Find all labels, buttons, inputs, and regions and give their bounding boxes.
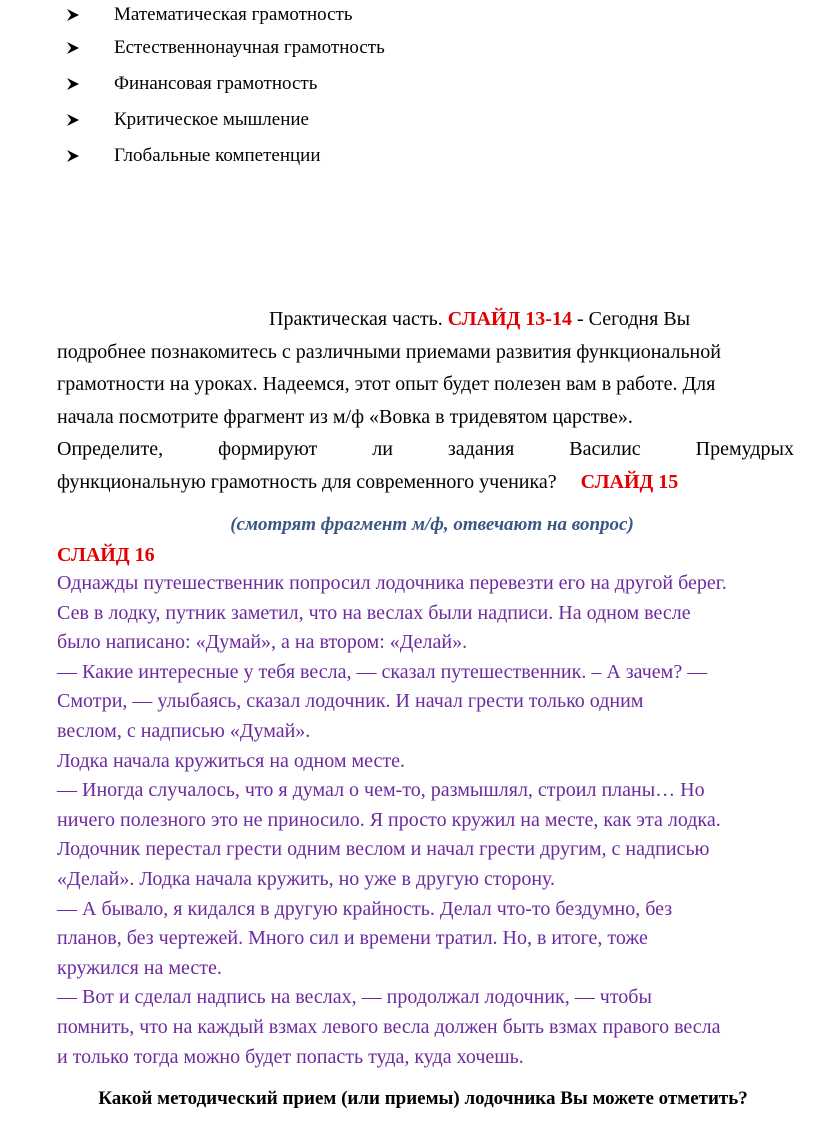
arrow-bullet-icon bbox=[66, 113, 114, 127]
parable-line: — Вот и сделал надпись на веслах, — продолжал лодочник, — чтобы bbox=[57, 986, 652, 1009]
practical-line6-text: функциональную грамотность для современного ученика? bbox=[57, 470, 557, 493]
bullet-text: Критическое мышление bbox=[114, 109, 309, 130]
arrow-bullet-icon bbox=[66, 149, 114, 163]
practical-paragraph bbox=[57, 303, 794, 498]
parable-line: веслом, с надписью «Думай». bbox=[57, 719, 311, 742]
parable-line: Однажды путешественник попросил лодочника перевезти его на другой берег. bbox=[57, 572, 727, 594]
bullet-item bbox=[66, 138, 786, 174]
bullet-item bbox=[66, 30, 786, 66]
word: формируют bbox=[218, 438, 318, 460]
arrow-bullet-icon bbox=[66, 8, 114, 22]
word: задания bbox=[447, 438, 515, 460]
bullet-item bbox=[66, 102, 786, 138]
viewing-note: (смотрят фрагмент м/ф, отвечают на вопрос) bbox=[230, 514, 634, 535]
arrow-bullet-icon bbox=[66, 41, 114, 55]
practical-line-1 bbox=[57, 303, 794, 336]
word: ли bbox=[372, 438, 393, 460]
parable-line: — Иногда случалось, что я думал о чем-то, размышлял, строил планы… Но bbox=[57, 779, 705, 802]
word: Определите, bbox=[57, 438, 164, 460]
practical-line-6 bbox=[57, 466, 794, 499]
parable-line: Сев в лодку, путник заметил, что на веслах были надписи. На одном весле bbox=[57, 601, 691, 624]
word: Премудрых bbox=[695, 438, 794, 460]
slide-13-14-label: СЛАЙД 13-14 bbox=[447, 308, 572, 330]
parable-line: помнить, что на каждый взмах левого весла должен быть взмах правого весла bbox=[57, 1015, 721, 1038]
practical-line-5 bbox=[57, 433, 794, 466]
arrow-bullet-icon bbox=[66, 77, 114, 91]
practical-lead: Практическая часть. bbox=[269, 308, 448, 330]
bullet-item bbox=[66, 0, 786, 30]
bullet-list bbox=[66, 0, 786, 174]
slide-16-label: СЛАЙД 16 bbox=[57, 544, 155, 566]
practical-line-2: подробнее познакомитесь с различными приемами развития функциональной bbox=[57, 340, 721, 363]
bullet-text: Глобальные компетенции bbox=[114, 145, 321, 166]
parable-line: и только тогда можно будет попасть туда, куда хочешь. bbox=[57, 1045, 524, 1068]
word: Василис bbox=[569, 438, 641, 460]
parable-line: Смотри, — улыбаясь, сказал лодочник. И начал грести только одним bbox=[57, 690, 644, 713]
parable-line: Лодочник перестал грести одним веслом и начал грести другим, с надписью bbox=[57, 838, 710, 861]
parable-line: кружился на месте. bbox=[57, 956, 222, 979]
bullet-text: Математическая грамотность bbox=[114, 4, 353, 25]
parable-line: — Какие интересные у тебя весла, — сказал путешественник. – А зачем? — bbox=[57, 660, 708, 683]
bullet-item bbox=[66, 66, 786, 102]
practical-line-3: грамотности на уроках. Надеемся, этот опыт будет полезен вам в работе. Для bbox=[57, 373, 716, 395]
practical-line1-rest: - Сегодня Вы bbox=[571, 308, 691, 330]
bullet-text: Финансовая грамотность bbox=[114, 73, 318, 94]
practical-line-4: начала посмотрите фрагмент из м/ф «Вовка в тридевятом царстве». bbox=[57, 405, 633, 428]
parable-line: «Делай». Лодка начала кружить, но уже в другую сторону. bbox=[57, 867, 556, 890]
closing-question: Какой методический прием (или приемы) лодочника Вы можете отметить? bbox=[98, 1088, 748, 1109]
slide-15-label: СЛАЙД 15 bbox=[580, 470, 679, 493]
parable-line: было написано: «Думай», а на втором: «Делай». bbox=[57, 631, 468, 654]
bullet-text: Естественнонаучная грамотность bbox=[114, 37, 385, 58]
parable-line: ничего полезного это не приносило. Я просто кружил на месте, как эта лодка. bbox=[57, 808, 721, 831]
parable-line: — А бывало, я кидался в другую крайность. Делал что-то бездумно, без bbox=[57, 897, 673, 920]
parable-text bbox=[57, 569, 816, 1072]
parable-line: планов, без чертежей. Много сил и времени тратил. Но, в итоге, тоже bbox=[57, 927, 648, 950]
parable-line: Лодка начала кружиться на одном месте. bbox=[57, 749, 406, 772]
